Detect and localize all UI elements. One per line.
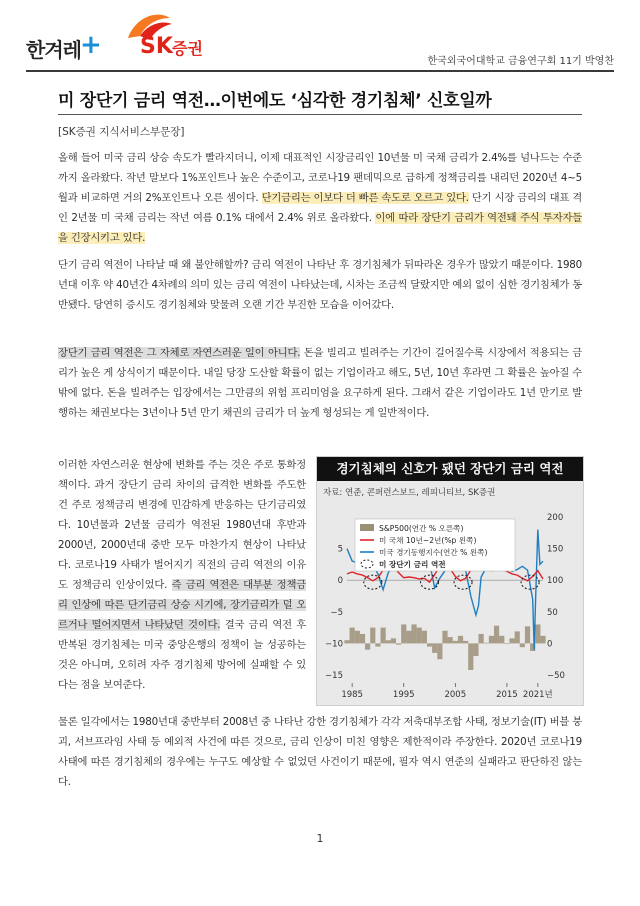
paragraph-3 [58, 343, 582, 423]
sp500-bar [437, 643, 442, 659]
legend-label: S&P500(연간 % 오른쪽) [379, 524, 464, 533]
sk-logo: SK [140, 34, 173, 59]
sp500-bar [365, 643, 370, 649]
sp500-bar [479, 634, 484, 643]
sp500-bar [535, 624, 540, 643]
sp500-bar [355, 631, 360, 644]
y-right-tick-label: −50 [547, 671, 565, 681]
byline: [SK증권 지식서비스부문장] [58, 126, 185, 138]
header-divider [26, 70, 614, 72]
sp500-bar [411, 624, 416, 643]
legend-label: 미국 경기동행지수(연간 % 왼쪽) [379, 548, 488, 557]
paragraph-5: 물론 일각에서는 1980년대 중반부터 2008년 중 나타난 강한 경기침체가 각각 저축대부조합 사태, 정보기술(IT) 버블 붕괴, 서브프라임 사태 등 예외적 사건에 따른 것으로, 금리 인상이 미친 영향은 제한적이라 주장한다. 2020년 코로나19 사태에 따른 경기침체의 경우에는 누구도 예상할 수 없었던 사건이기 때문에, 필자 역시 연준의 실패라고 판단하진 않는다. [58, 716, 582, 788]
sp500-bar [494, 626, 499, 644]
legend-swatch [360, 524, 374, 531]
sp500-bar [391, 638, 396, 643]
y-left-tick-label: −5 [330, 607, 343, 618]
sp500-bar [422, 631, 427, 644]
sp500-bar [463, 641, 468, 644]
sp500-bar [406, 631, 411, 644]
sp500-bar [473, 643, 478, 656]
sp500-bar [484, 643, 489, 644]
paragraph-4 [58, 455, 306, 695]
highlight-gray: 장단기 금리 역전은 그 자체로 자연스러운 일이 아니다. [58, 347, 301, 359]
sp500-bar [504, 643, 509, 644]
y-right-tick-label: 150 [547, 544, 564, 555]
sp500-bar [381, 628, 386, 644]
sp500-bar [375, 643, 380, 646]
chart-source: 자료: 연준, 콘퍼런스보드, 레피니티브, SK증권 [323, 488, 496, 498]
sp500-bar [458, 636, 463, 644]
paragraph-2: 단기 금리 역전이 나타날 때 왜 불안해할까? 금리 역전이 나타난 후 경기침체가 뒤따라온 경우가 많았기 때문이다. 1980년대 이후 약 40년간 4차례의 의미 있는 금리 역전이 나타났는데, 시차는 조금씩 달랐지만 예외 없이 심한 경기침체가 동반됐다. 당연히 증시도 경기침체와 맞물려 오랜 기간 부진한 모습을 이어갔다. [58, 259, 582, 311]
sp500-bar [432, 643, 437, 652]
paragraph-1-text: 단기 시장 금리의 대표 격인 2년물 미 국채 금리는 작년 여름 0.1% 대에서 2.4% 위로 올라왔다. [58, 192, 582, 224]
paragraph-1-text: 올해 들어 미국 금리 상승 속도가 빨라지더니, 이제 대표적인 시장금리인 10년물 미 국채 금리가 2.4%를 넘나드는 수준까지 올라왔다. 작년 말보다 1%포인트나 높은 수준이고, 코로나19 팬데믹으로 급하게 정책금리를 내리던 2020년 4~5월과 비교하면 거의 2%포인트나 오른 셈이다. [58, 152, 582, 204]
paragraph-4-text: 이러한 자연스러운 현상에 변화를 주는 것은 주로 통화정책이다. 과거 장단기 금리 차이의 급격한 변화를 주도한 건 주로 정책금리 변경에 민감하게 반응하는 단기금리였다. 10년물과 2년물 금리가 역전된 1980년대 후반과 2000년, 2000년대 중반 모두 마찬가지 현상이 나타났다. 코로나19 사태가 벌어지기 직전의 금리 역전의 이유도 정책금리 인상이었다. [58, 459, 306, 591]
title-divider [58, 114, 582, 115]
sp500-bar [515, 631, 520, 643]
sp500-bar [370, 628, 375, 644]
sp500-bar [396, 643, 401, 644]
y-right-tick-label: 0 [547, 639, 553, 650]
legend-label: 미 국채 10년−2년(%p 왼쪽) [379, 536, 477, 545]
sp500-bar [401, 624, 406, 643]
sp500-bar [509, 638, 514, 643]
x-tick-label: 2015 [496, 690, 518, 700]
chart-plot [317, 497, 583, 705]
sp500-bar [344, 640, 349, 643]
x-tick-label: 2005 [444, 690, 467, 700]
highlight-gray: 즉 금리 역전은 대부분 정책금리 인상에 따른 단기금리 상승 시기에, 장기금리가 덜 오르거나 떨어지면서 나타났던 것이다. [58, 579, 306, 631]
y-left-tick-label: −15 [325, 671, 343, 681]
hani-logo: 한겨레 [26, 38, 81, 62]
paragraph-4-text: 결국 금리 역전 후 반복된 경기침체는 미국 중앙은행의 정책이 늘 성공하는 것은 아니며, 오히려 자주 경기침체 방어에 실패할 수 있다는 점을 보여준다. [58, 619, 306, 691]
y-left-tick-label: 5 [337, 544, 343, 555]
hani-plus-logo: + [80, 30, 102, 60]
chart-title: 경기침체의 신호가 됐던 장단기 금리 역전 [317, 457, 583, 481]
sp500-bar [453, 641, 458, 644]
sp500-bar [350, 628, 355, 644]
y-left-tick-label: 0 [337, 576, 343, 587]
sp500-bar [360, 634, 365, 643]
author-affiliation: 한국외국어대학교 금융연구회 11기 박영찬 [427, 56, 614, 67]
sp500-bar [417, 628, 422, 644]
x-tick-label: 1985 [341, 690, 363, 700]
y-right-tick-label: 200 [547, 513, 564, 523]
sp500-bar [442, 631, 447, 644]
y-left-tick-label: −10 [325, 639, 343, 650]
paragraph-3-text: 돈을 빌리고 빌려주는 기간이 길어질수록 시장에서 적용되는 금리가 높은 게 상식이기 때문이다. 내일 당장 도산할 확률이 없는 기업이라고 해도, 5년, 10년 후라면 그 확률은 높아질 수밖에 없다. 돈을 빌려주는 입장에서는 그만큼의 위험 프리미엄을 요구하게 된다. 그래서 같은 기업이라도 1년 만기로 발행하는 채권보다는 3년이나 5년 만기 채권의 금리가 더 높게 형성되는 게 일반적이다. [58, 347, 583, 419]
sp500-bar [520, 643, 525, 647]
legend-label: 미 장단기 금리 역전 [379, 560, 446, 569]
page-number: 1 [316, 832, 324, 845]
yield-curve-chart [316, 456, 584, 706]
sp500-bar [525, 626, 530, 643]
highlight-yellow: 단기금리는 이보다 더 빠른 속도로 오르고 있다. [261, 192, 469, 204]
sp500-bar [427, 643, 432, 646]
highlight-yellow: 이에 따라 장단기 금리가 역전돼 주식 투자자들을 긴장시키고 있다. [58, 212, 582, 244]
x-tick-label: 2021년 [522, 690, 553, 700]
sp500-bar [448, 637, 453, 643]
sk-logo-sub: 증권 [172, 39, 203, 58]
article-title: 미 장단기 금리 역전…이번에도 ‘심각한 경기침체’ 신호일까 [58, 91, 492, 111]
sp500-bar [386, 640, 391, 643]
sp500-bar [540, 636, 545, 644]
sp500-bar [489, 636, 494, 644]
y-right-tick-label: 50 [547, 607, 558, 618]
paragraph-1 [58, 148, 582, 248]
sp500-bar [468, 643, 473, 670]
sp500-bar [499, 636, 504, 644]
y-right-tick-label: 100 [547, 576, 564, 587]
x-tick-label: 1995 [392, 690, 415, 700]
